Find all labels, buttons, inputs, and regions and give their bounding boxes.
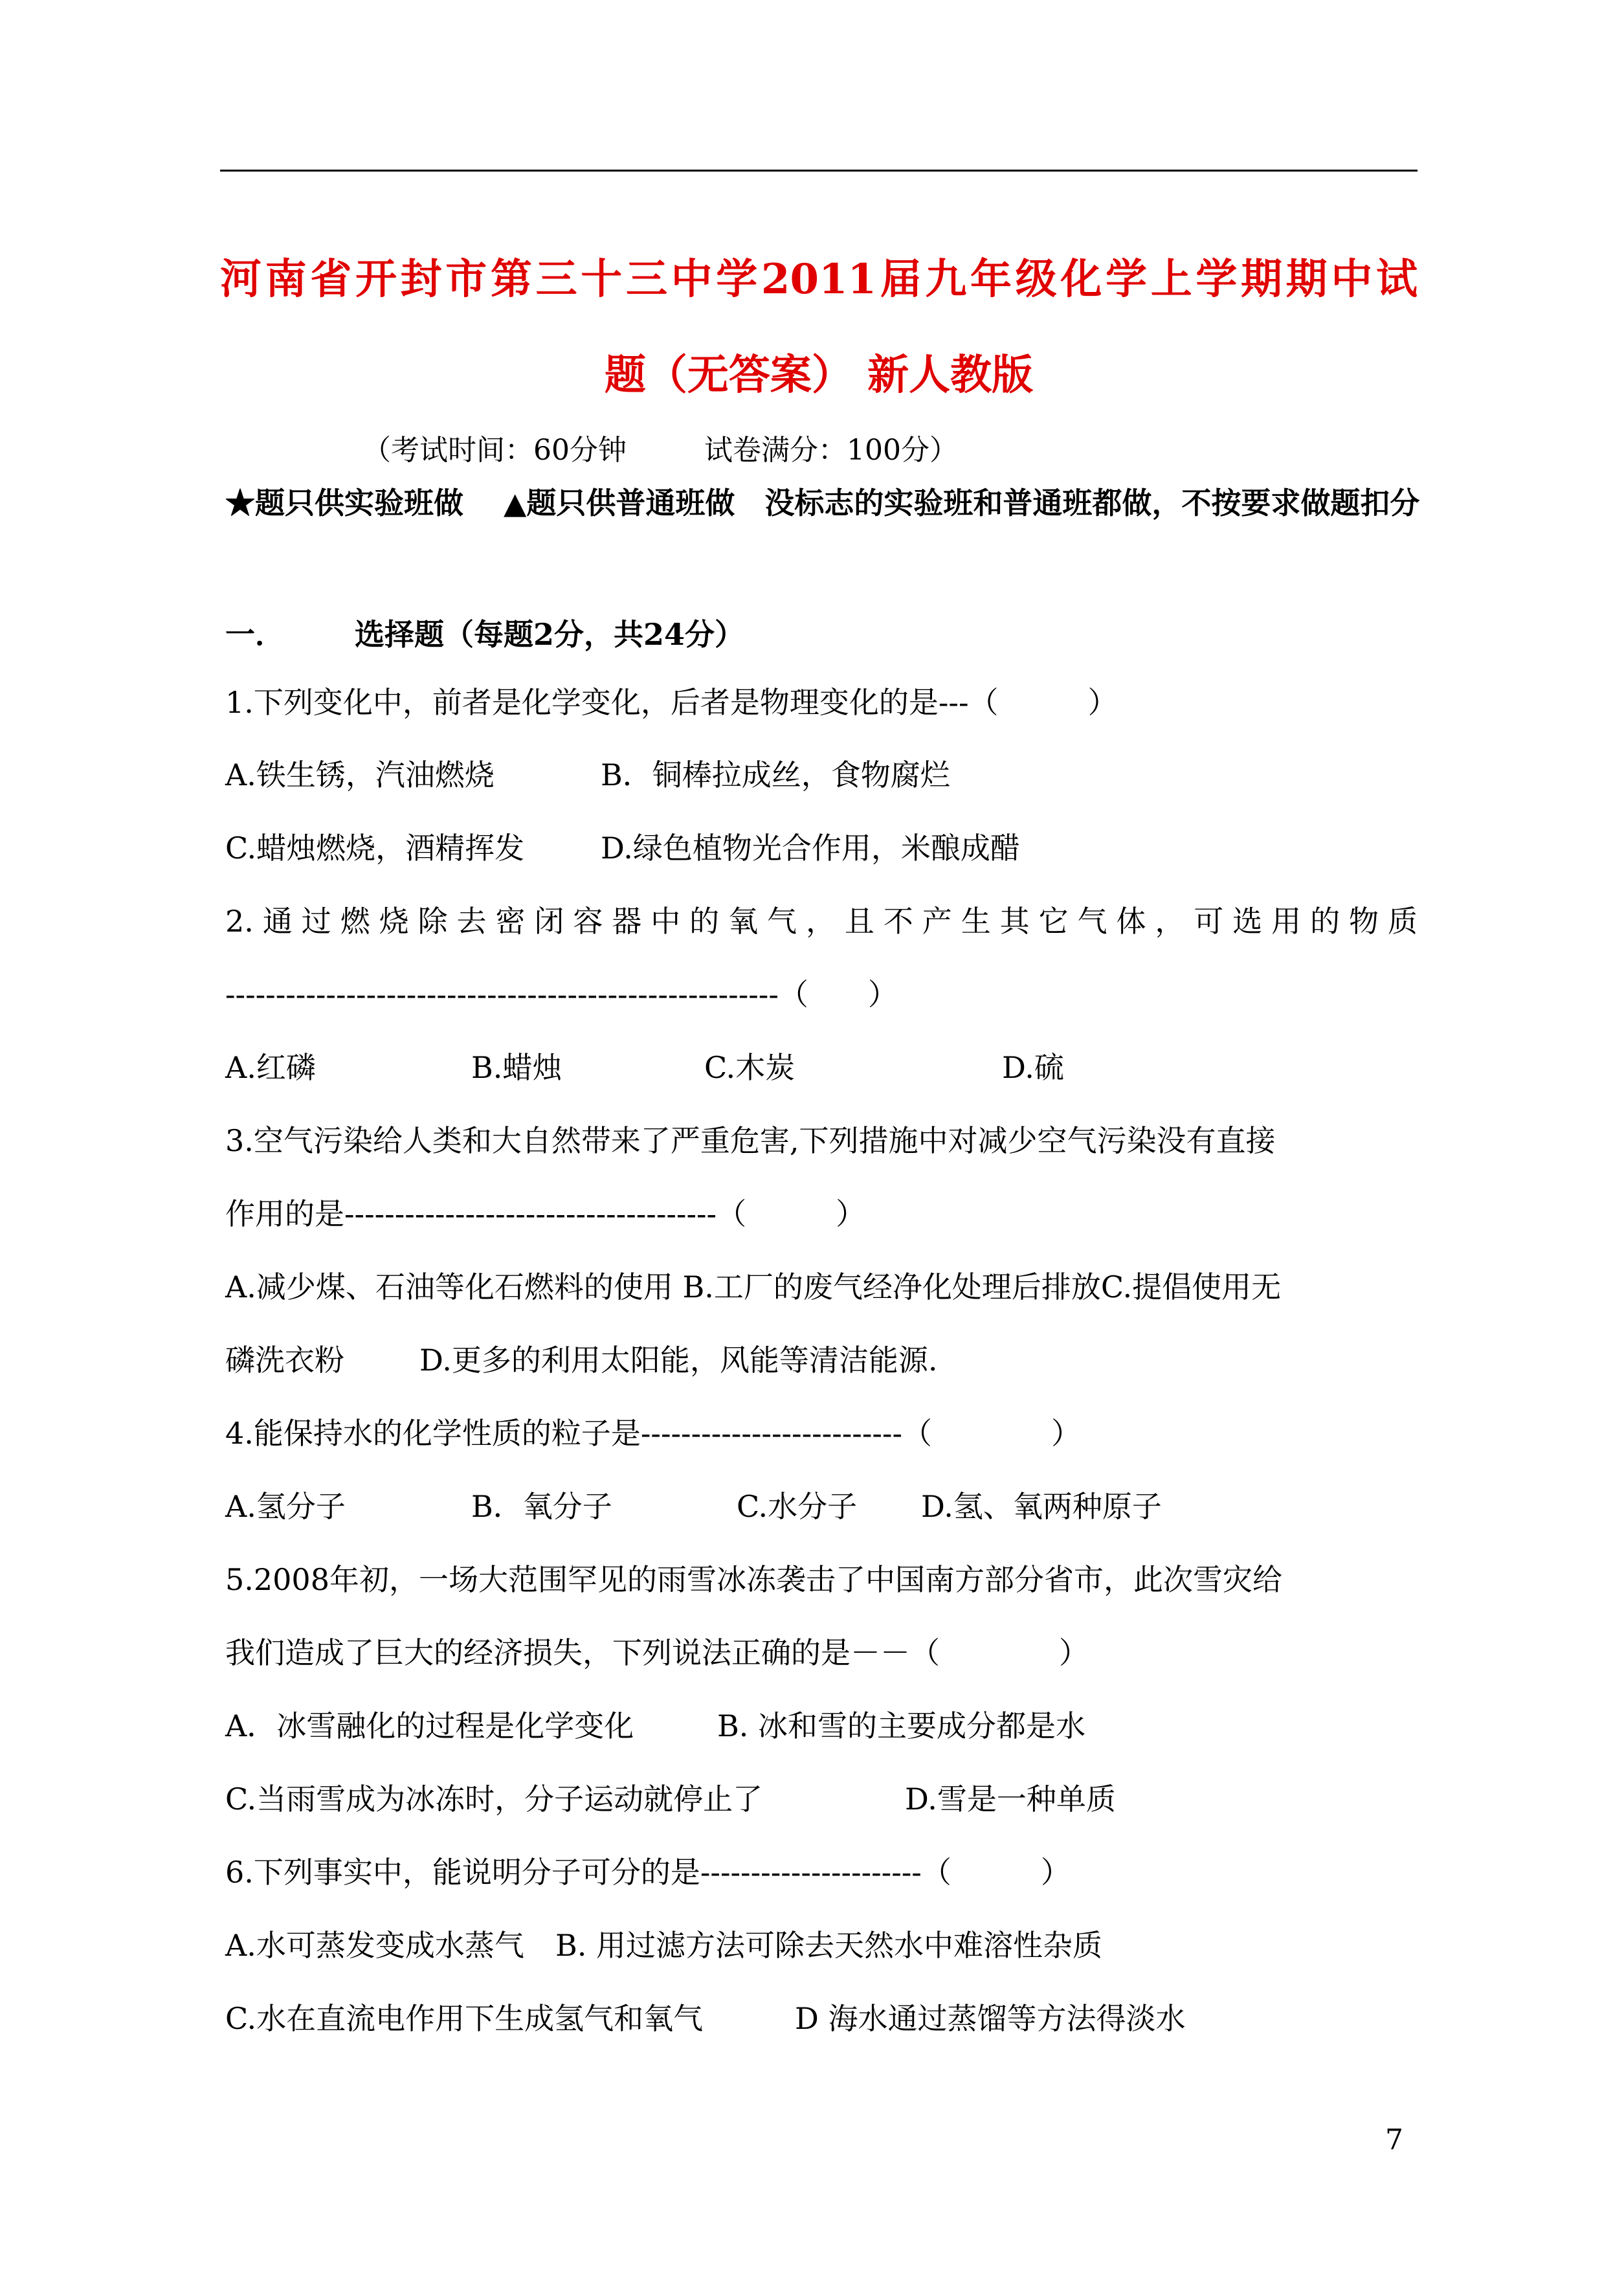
question-1-stem: 1.下列变化中，前者是化学变化，后者是物理变化的是---（ ）	[225, 685, 1118, 720]
question-2-options	[225, 1048, 1064, 1087]
option-b: B．氧分子	[471, 1489, 612, 1524]
question-2-stem-cont: -------------------------------------------------------（ ）	[225, 977, 898, 1012]
option-d: D.硫	[1002, 1050, 1064, 1085]
option-c: C.蜡烛燃烧，酒精挥发	[225, 831, 525, 866]
option-d: D.雪是一种单质	[905, 1782, 1116, 1817]
option-a: A．冰雪融化的过程是化学变化	[225, 1708, 634, 1743]
option-b: B. 冰和雪的主要成分都是水	[717, 1708, 1086, 1743]
option-a: A.氢分子	[225, 1489, 346, 1524]
question-6-options-row1	[225, 1926, 1102, 1965]
option-c: C.水在直流电作用下生成氢气和氧气	[225, 2001, 704, 2036]
instruction-notice: ★题只供实验班做 ▲题只供普通班做 没标志的实验班和普通班都做，不按要求做题扣分	[225, 486, 1420, 520]
question-5-options-row2	[225, 1780, 1116, 1818]
question-5-stem: 5.2008年初，一场大范围罕见的雨雪冰冻袭击了中国南方部分省市，此次雪灾给	[225, 1562, 1282, 1597]
question-3-stem: 3.空气污染给人类和大自然带来了严重危害,下列措施中对减少空气污染没有直接	[225, 1123, 1276, 1158]
option-a: A.减少煤、石油等化石燃料的使用	[225, 1270, 673, 1304]
question-3-options-row1	[225, 1268, 1281, 1306]
option-a: A.铁生锈，汽油燃烧	[225, 757, 495, 792]
option-d: D.氢、氧两种原子	[921, 1489, 1162, 1524]
option-b: B.工厂的废气经净化处理后排放	[682, 1270, 1101, 1304]
exam-info	[362, 432, 958, 469]
question-4-stem: 4.能保持水的化学性质的粒子是--------------------------（ ）	[225, 1416, 1082, 1451]
title-line-1: 河南省开封市第三十三中学2011届九年级化学上学期期中试	[220, 255, 1418, 304]
option-c: C.当雨雪成为冰冻时，分子运动就停止了	[225, 1782, 763, 1817]
question-1-options-row2	[225, 829, 1020, 867]
option-a: A.水可蒸发变成水蒸气	[225, 1928, 524, 1963]
title-line-2: 题（无答案） 新人教版	[604, 351, 1034, 399]
section-number: 一．	[225, 617, 285, 652]
question-1-options-row1	[225, 755, 950, 794]
option-c: C.提倡使用无	[1100, 1270, 1282, 1304]
section-heading	[225, 615, 744, 654]
option-d: D.更多的利用太阳能，风能等清洁能源.	[419, 1343, 938, 1378]
question-6-stem: 6.下列事实中，能说明分子可分的是----------------------（ ）	[225, 1855, 1071, 1890]
option-b: B. 用过滤方法可除去天然水中难溶性杂质	[555, 1928, 1103, 1963]
question-4-options	[225, 1487, 1162, 1526]
question-5-options-row1	[225, 1706, 1085, 1745]
option-c: C.木炭	[704, 1050, 795, 1085]
question-2-stem: 2.通过燃烧除去密闭容器中的氧气，且不产生其它气体，可选用的物质	[225, 904, 1418, 939]
question-3-stem-cont: 作用的是-------------------------------------（ ）	[225, 1196, 866, 1231]
option-c-cont: 磷洗衣粉	[225, 1343, 344, 1378]
option-c: C.水分子	[737, 1489, 858, 1524]
question-5-stem-cont: 我们造成了巨大的经济损失，下列说法正确的是－－（ ）	[225, 1635, 1089, 1670]
exam-score: 试卷满分：100分）	[704, 434, 958, 467]
section-title: 选择题（每题2分，共24分）	[355, 617, 745, 652]
header-rule	[220, 170, 1418, 172]
question-3-options-row2	[225, 1341, 938, 1380]
exam-time: （考试时间：60分钟	[362, 434, 627, 467]
page-number: 7	[1385, 2123, 1403, 2156]
question-6-options-row2	[225, 1999, 1186, 2038]
option-b: B．铜棒拉成丝，食物腐烂	[601, 757, 950, 792]
option-b: B.蜡烛	[471, 1050, 562, 1085]
option-a: A.红磷	[225, 1050, 316, 1085]
option-d: D.绿色植物光合作用，米酿成醋	[601, 831, 1020, 866]
option-d: D 海水通过蒸馏等方法得淡水	[795, 2001, 1186, 2036]
